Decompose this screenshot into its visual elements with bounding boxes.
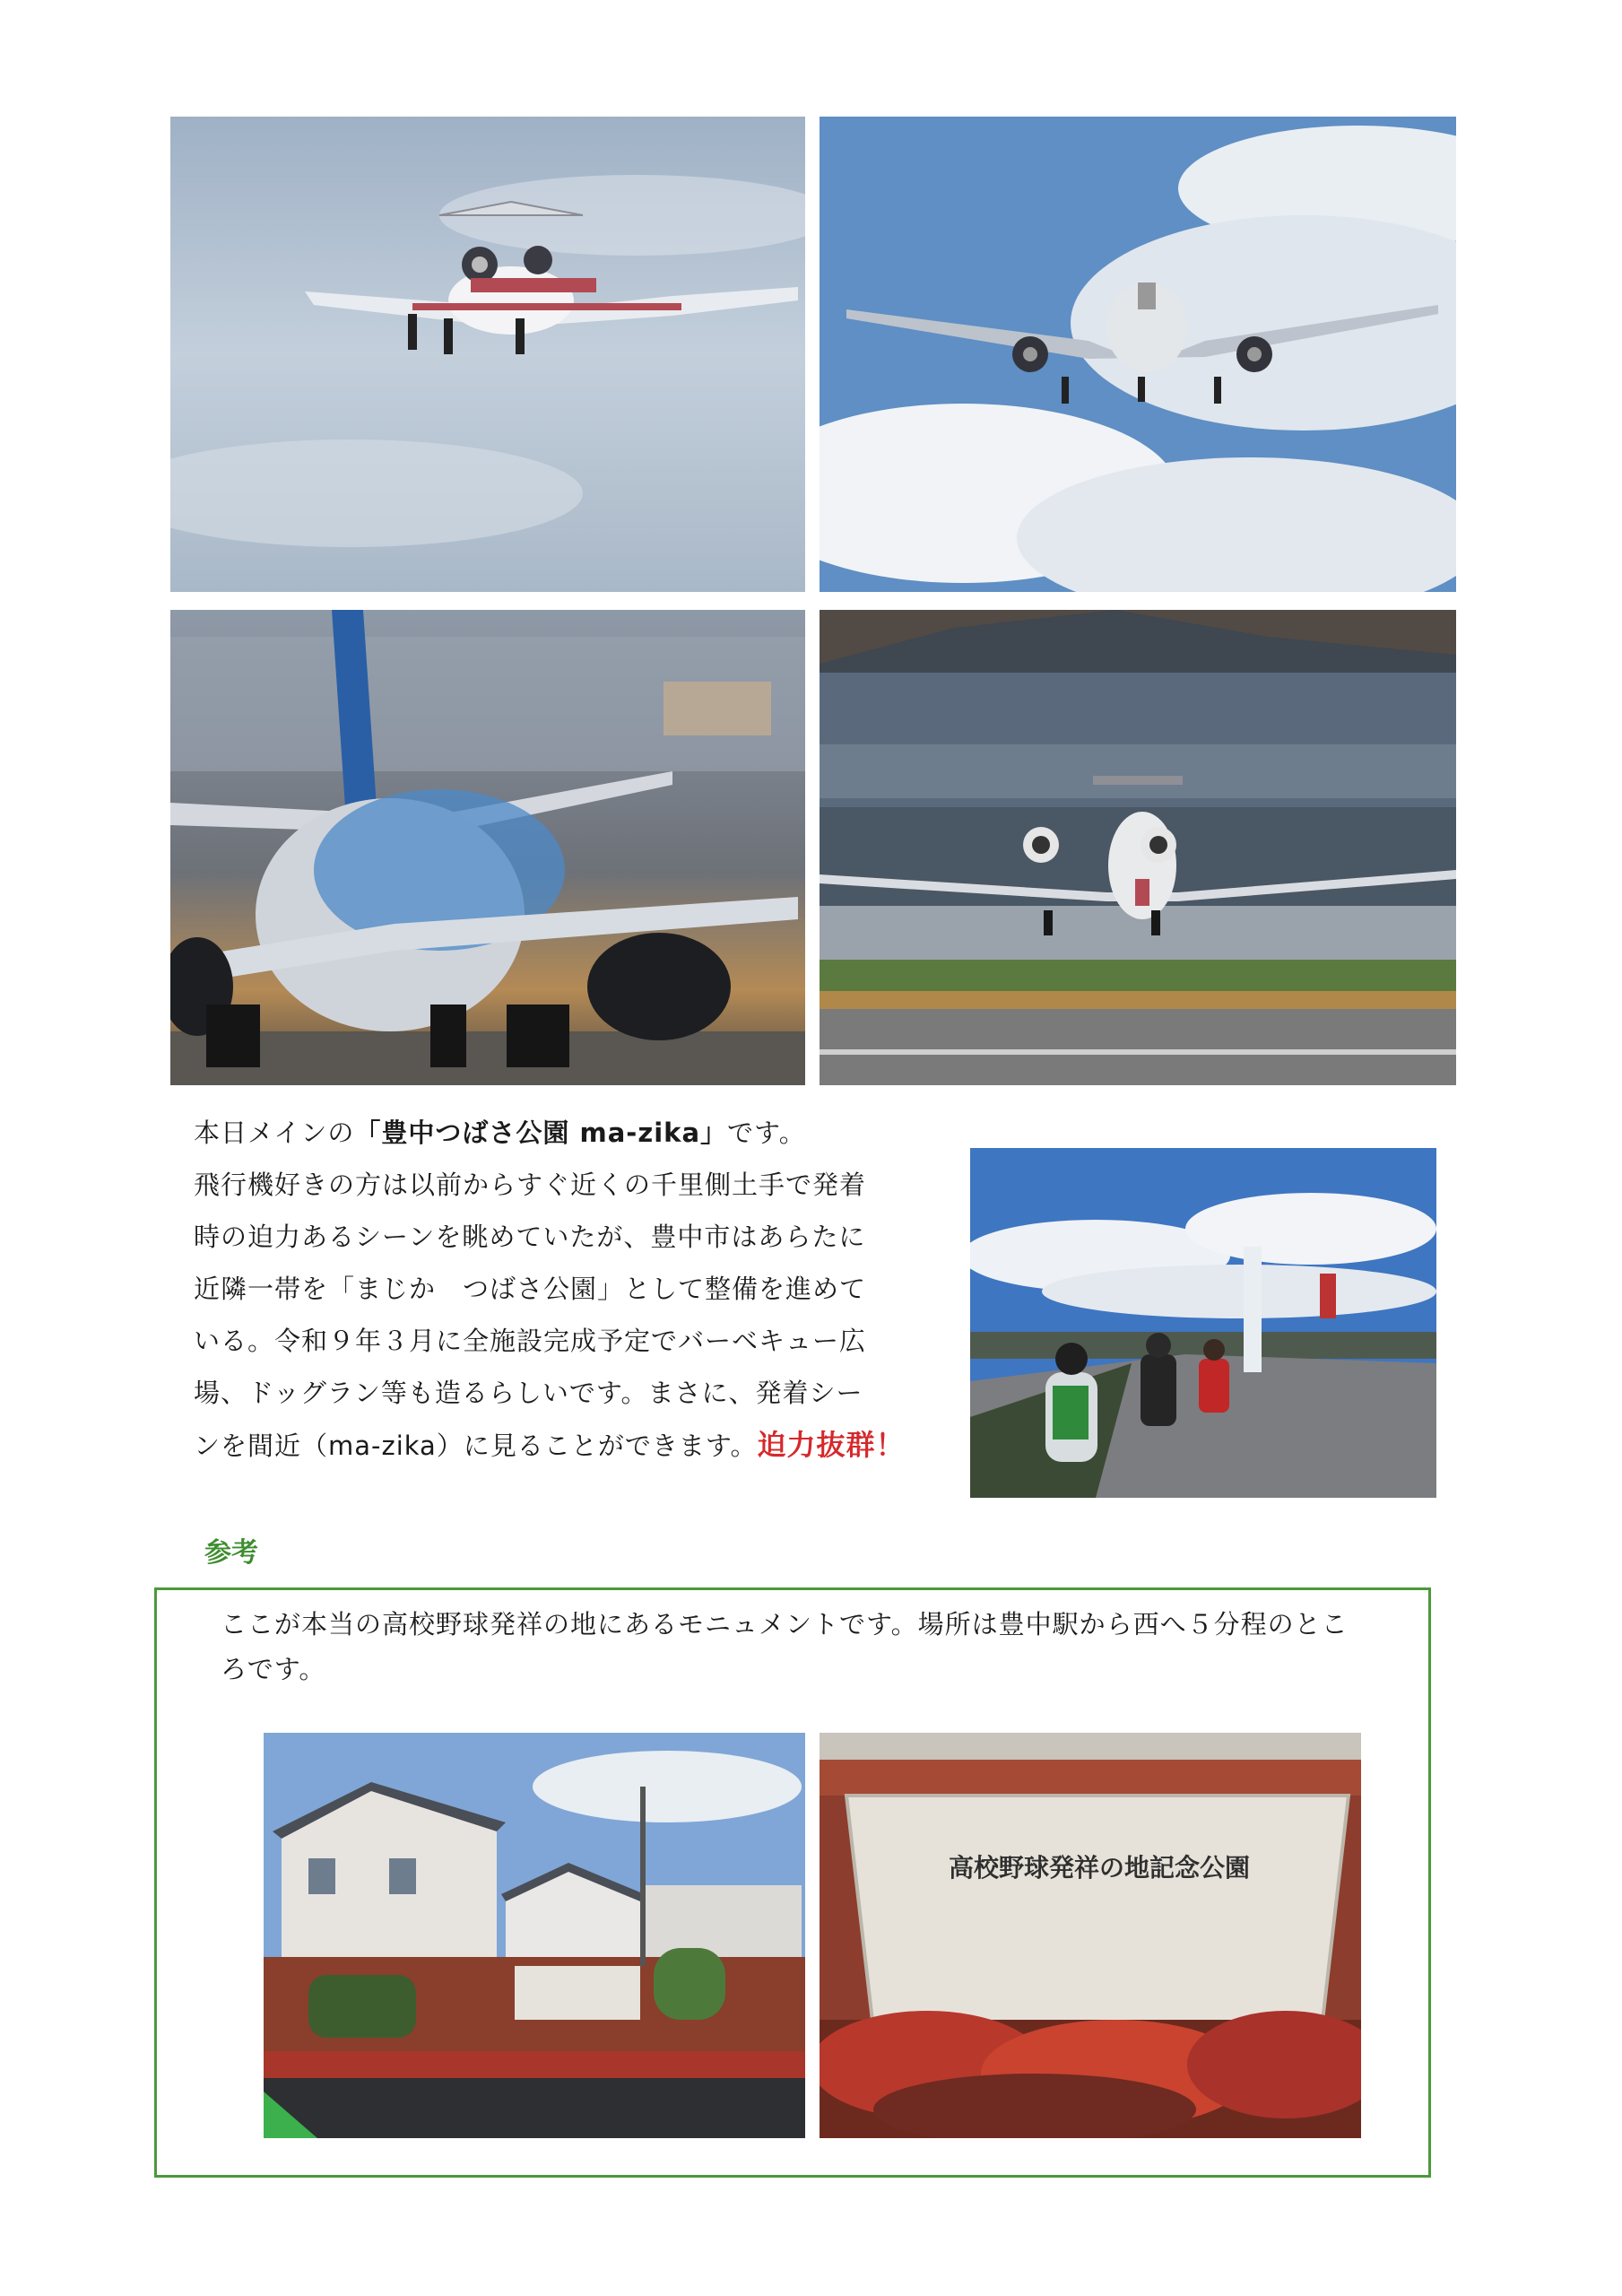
photo-plane-rear-runway bbox=[170, 610, 805, 1085]
main-description bbox=[194, 1107, 929, 1472]
reference-text-line: ここが本当の高校野球発祥の地にあるモニュメントです。場所は豊中駅から西へ５分程のとこ bbox=[221, 1609, 1349, 1639]
photo-people-in-park bbox=[970, 1148, 1436, 1498]
monument-sign-text: 高校野球発祥の地記念公園 bbox=[948, 1853, 1251, 1883]
body-line: いる。令和９年３月に全施設完成予定でバーベキュー広 bbox=[194, 1326, 867, 1356]
body-line: 時の迫力あるシーンを眺めていたが、豊中市はあらたに bbox=[194, 1222, 866, 1252]
intro-prefix: 本日メインの bbox=[194, 1118, 355, 1148]
last-line bbox=[194, 1419, 929, 1472]
body-line: 近隣一帯を「まじか つばさ公園」として整備を進めて bbox=[194, 1274, 867, 1304]
intro-line bbox=[194, 1107, 929, 1159]
reference-title: 参考 bbox=[204, 1537, 258, 1569]
reference-text bbox=[221, 1602, 1422, 1692]
photo-park-entrance bbox=[264, 1733, 805, 2138]
emphasis-text: 迫力抜群！ bbox=[757, 1428, 906, 1462]
photo-monument-stone bbox=[820, 1733, 1361, 2138]
photo-plane-approach-cloudy bbox=[170, 117, 805, 592]
body-line: 飛行機好きの方は以前からすぐ近くの千里側土手で発着 bbox=[194, 1170, 867, 1200]
reference-text-line: ろです。 bbox=[221, 1654, 326, 1684]
last-line-text: ンを間近（ma-zika）に見ることができます。 bbox=[194, 1431, 758, 1461]
body-line: 場、ドッグラン等も造るらしいです。まさに、発着シー bbox=[194, 1378, 863, 1408]
photo-plane-approach-blue-sky bbox=[820, 117, 1456, 592]
park-name: 「豊中つばさ公園 ma-zika」 bbox=[354, 1118, 728, 1148]
intro-suffix: です。 bbox=[727, 1118, 806, 1148]
photo-plane-landing-city bbox=[820, 610, 1456, 1085]
